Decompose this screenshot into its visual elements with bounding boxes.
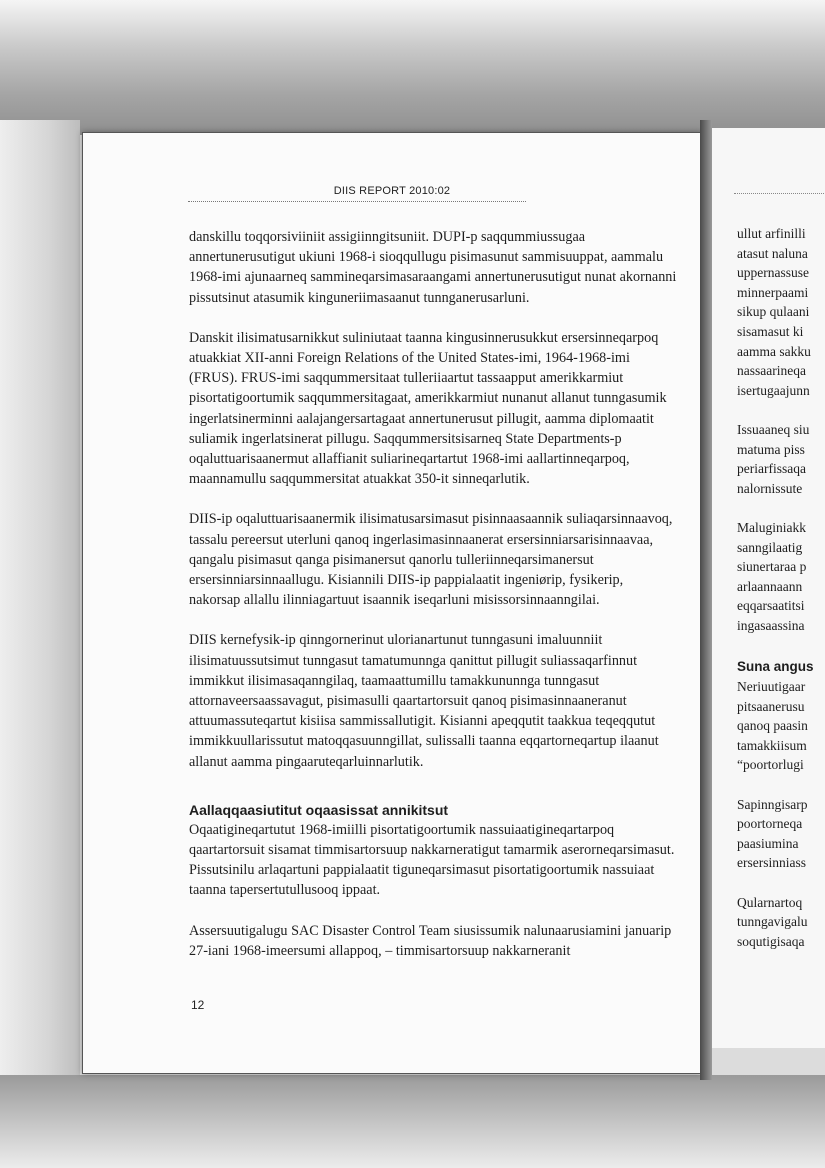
facing-page-text — [737, 224, 825, 971]
text-line: nassaarineqa — [737, 363, 806, 379]
facing-section-heading: Suna angus — [737, 659, 814, 675]
text-line: ullut arfinilli — [737, 226, 806, 241]
text-line: tunngavigalu — [737, 914, 808, 930]
text-line: qanoq paasin — [737, 718, 808, 734]
page-header: DIIS REPORT 2010:02 — [333, 185, 451, 197]
section-paragraph-1: Oqaatigineqartutut 1968-imiilli pisortatigoortumik nassuiaatigineqartarpoq qaartartorsuit sisamat timmisartorsuup nakkarneratigut tamarmik aserorneqarsimasut. Pissutsinilu arlaqartuni pappialaatit tiguneqarsimasut pisortatigoortumik nassuiaat taanna tapersertutullusooq ippaat. — [189, 821, 675, 899]
text-line: ingasaassina — [737, 617, 805, 633]
text-line: sanngilaatig — [737, 539, 803, 555]
text-line: siunertaraa p — [737, 559, 807, 575]
facing-paragraph-3 — [737, 518, 825, 636]
body-text — [189, 227, 677, 981]
scan-shadow-bottom — [0, 1075, 825, 1168]
facing-paragraph-1 — [737, 224, 825, 400]
text-line: periarfissaqa — [737, 461, 806, 477]
paragraph-4: DIIS kernefysik-ip qinngornerinut ulorianartunut tunngasuni imaluunniit ilisimatuussutsimut tunngasut tamatumunnga qanittut pillugit suliassaqarfinnut immikkut ilisimasaqanngilaq, taamaattumillu tamakkununnga tunngasut attornaveersaassavagut, pisimasulli qaartartorsuit qanoq pisimasinnaaneranut attuumassuteqartut kisiisa sammissallutigit. Kisianni apeqqutit taakkua teqeqqutut immikkuullarissutut matoqqasuunngillat, sulissalli taanna eqqartorneqartup ilaanut allanut aamma pingaaruteqarluinnarlutik. — [189, 632, 659, 770]
section-heading: Aallaqqaasiutitut oqaasissat annikitsut — [189, 801, 449, 818]
header-rule — [188, 201, 526, 202]
scan-shadow-top — [0, 0, 825, 135]
page-number: 12 — [191, 998, 205, 1012]
text-line: pitsaanerusu — [737, 698, 805, 714]
paragraph-1: danskillu toqqorsiviiniit assigiinngitsuniit. DUPI-p saqqummiussugaa annertunerusutigut ukiuni 1968-i sioqqullugu pisimasunut sammisuuppat, aammalu 1968-imi ajunaarneq sammineqarsimasaraangami annertunerusutigut nunat akornanni pissutsinut atasumik kinguneriimasaanut tunnganerusarluni. — [189, 229, 677, 306]
document-page — [82, 132, 702, 1074]
section-paragraph-2: Assersuutigalugu SAC Disaster Control Team siusissumik nalunaarusiamini januarip 27-iani 1968-imeersumi allappoq, – timmisartorsuup nakkarneranit — [189, 922, 672, 959]
text-line: tamakkiisum — [737, 737, 807, 753]
paragraph-2: Danskit ilisimatusarnikkut suliniutaat taanna kingusinnerusukkut ersersinneqarpoq atuakkiat XII-anni Foreign Relations of the United States-imi, 1964-1968-imi (FRUS). FRUS-imi saqqummersitaat tulleriiaartut tassaapput amerikkarmiut pisortatigoortumik saqqummersitagaat, amerikkarmiut nunanut allanut tunngasumik ingerlatsinerminni aalajangersartagaat annertunerusut pillugit, aamma diplomaatit suliamik ingerlatsinerat pillugu. Saqqummersitsisarneq State Departments-p oqaluttuarisaanermut allaffianit suliarineqartartut 1968-imi aallartinneqarpoq, maannamullu saqqummersitat atuakkat 350-it sinneqarlutik. — [189, 329, 667, 488]
text-line: minnerpaami — [737, 284, 809, 300]
text-line: sikup qulaani — [737, 304, 810, 320]
text-line: Issuaaneq siu — [737, 421, 810, 437]
text-line: eqqarsaatitsi — [737, 598, 805, 614]
text-line: Sapinngisarp — [737, 796, 808, 812]
text-line: atasut naluna — [737, 245, 808, 261]
text-line: isertugaajunn — [737, 382, 810, 398]
text-line: nalornissute — [737, 480, 803, 496]
text-line: poortorneqa — [737, 816, 803, 832]
text-line: uppernassuse — [737, 265, 809, 281]
text-line: “poortorlugi — [737, 757, 804, 773]
facing-paragraph-4 — [737, 677, 825, 775]
text-line: ersersinniass — [737, 855, 806, 871]
facing-page — [712, 128, 825, 1048]
scan-shadow-left — [0, 120, 80, 1080]
text-line: arlaannaann — [737, 578, 803, 594]
text-line: Neriuutigaar — [737, 679, 806, 695]
text-line: sisamasut ki — [737, 323, 804, 339]
facing-paragraph-2 — [737, 420, 825, 498]
book-gutter — [700, 120, 712, 1080]
text-line: paasiumina — [737, 835, 799, 851]
facing-paragraph-6 — [737, 893, 825, 952]
text-line: aamma sakku — [737, 343, 811, 359]
text-line: Qularnartoq — [737, 894, 803, 910]
paragraph-3: DIIS-ip oqaluttuarisaanermik ilisimatusarsimasut pisinnaasaannik suliaqarsinnaavoq, tassalu pereersut uterluni qanoq ingerlasimasinnaanerat ersersinniarsarisinnaavaa, qangalu pisimasut qanga pisimanersut qanorlu tulleriinneqarsimanersut ersersinniarsinnaallugu. Kisiannili DIIS-ip pappialaatit ingeniørip, fysikerip, nakorsap allallu ilinniagartuut isaannik iseqarluni misissorsinnaanngilai. — [189, 511, 673, 609]
text-line: matuma piss — [737, 441, 805, 457]
text-line: Maluginiakk — [737, 519, 806, 535]
text-line: soqutigisaqa — [737, 933, 805, 949]
facing-header-rule — [734, 193, 825, 194]
facing-paragraph-5 — [737, 795, 825, 873]
